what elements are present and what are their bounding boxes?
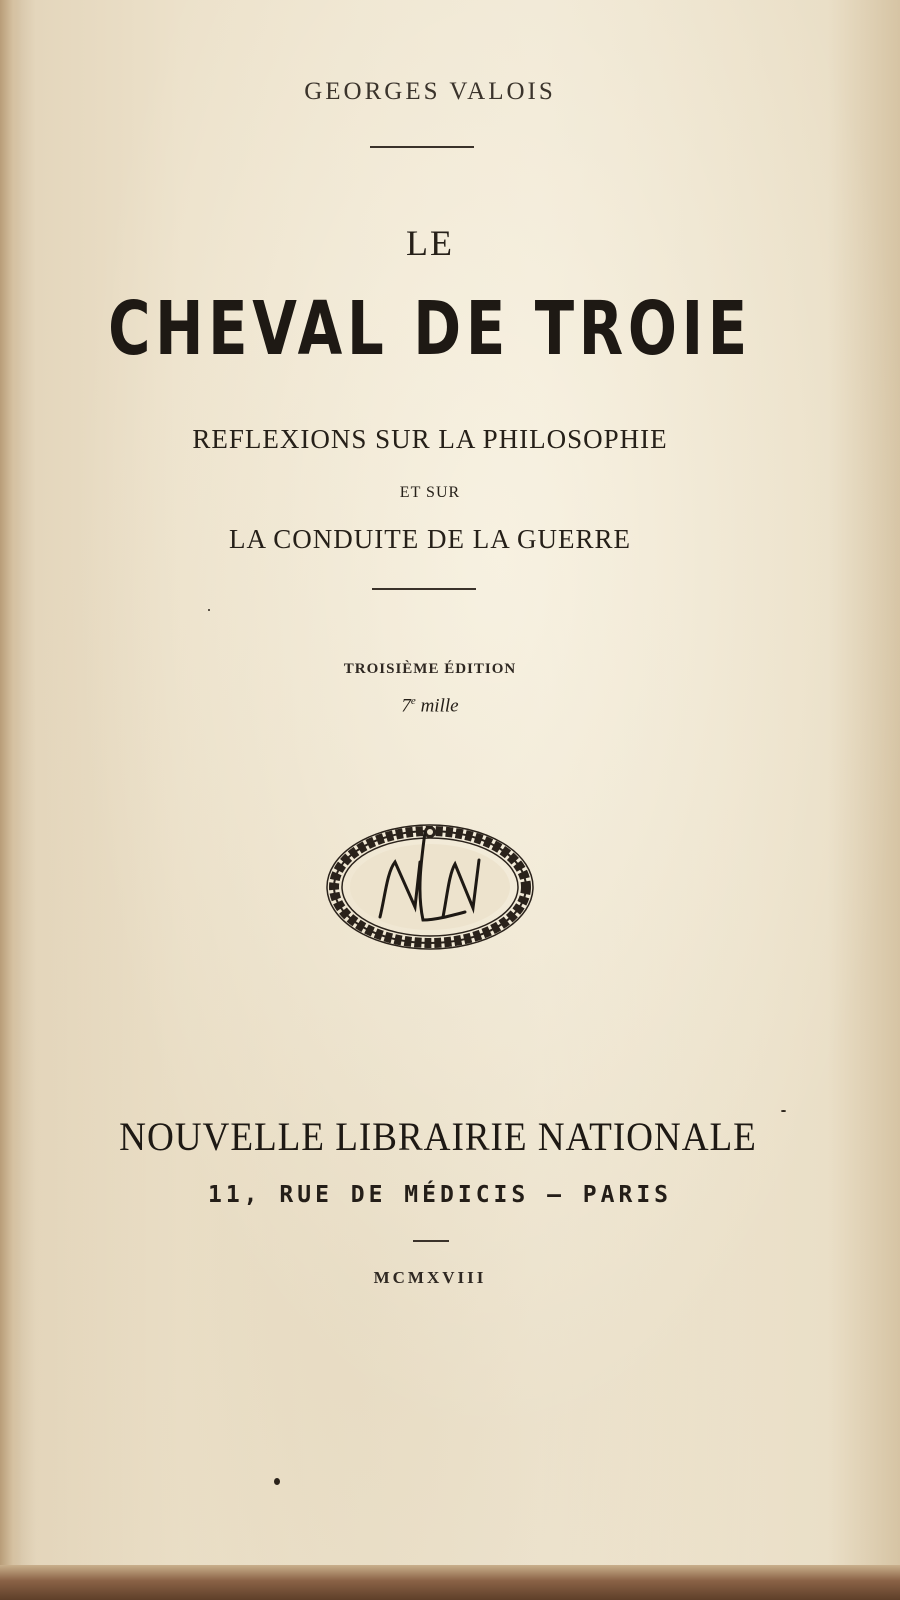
publisher-monogram-logo <box>325 812 535 957</box>
publisher-address: 11, RUE DE MÉDICIS — PARIS <box>207 1182 673 1208</box>
author-name: GEORGES VALOIS <box>304 78 556 105</box>
author-divider <box>370 146 474 148</box>
publisher-name: NOUVELLE LIBRAIRIE NATIONALE <box>119 1114 757 1159</box>
book-title: CHEVAL DE TROIE <box>108 286 752 372</box>
subtitle-line-2: ET SUR <box>399 484 461 501</box>
year-divider <box>413 1240 449 1242</box>
ink-speck <box>208 609 210 611</box>
printing-superscript: e <box>410 695 416 707</box>
subtitle-divider <box>372 588 476 590</box>
edition-label: TROISIÈME ÉDITION <box>343 661 517 677</box>
printing-number: 7 <box>401 695 411 717</box>
book-binding-edge <box>0 1565 900 1600</box>
subtitle-line-1: REFLEXIONS SUR LA PHILOSOPHIE <box>192 424 668 454</box>
publication-year: MCMXVIII <box>373 1268 487 1287</box>
ink-speck <box>274 1478 280 1485</box>
printing-label <box>0 695 860 717</box>
printing-word: mille <box>420 695 459 717</box>
ink-speck <box>781 1110 786 1112</box>
title-article: LE <box>406 223 454 263</box>
subtitle-line-3: LA CONDUITE DE LA GUERRE <box>229 524 631 554</box>
